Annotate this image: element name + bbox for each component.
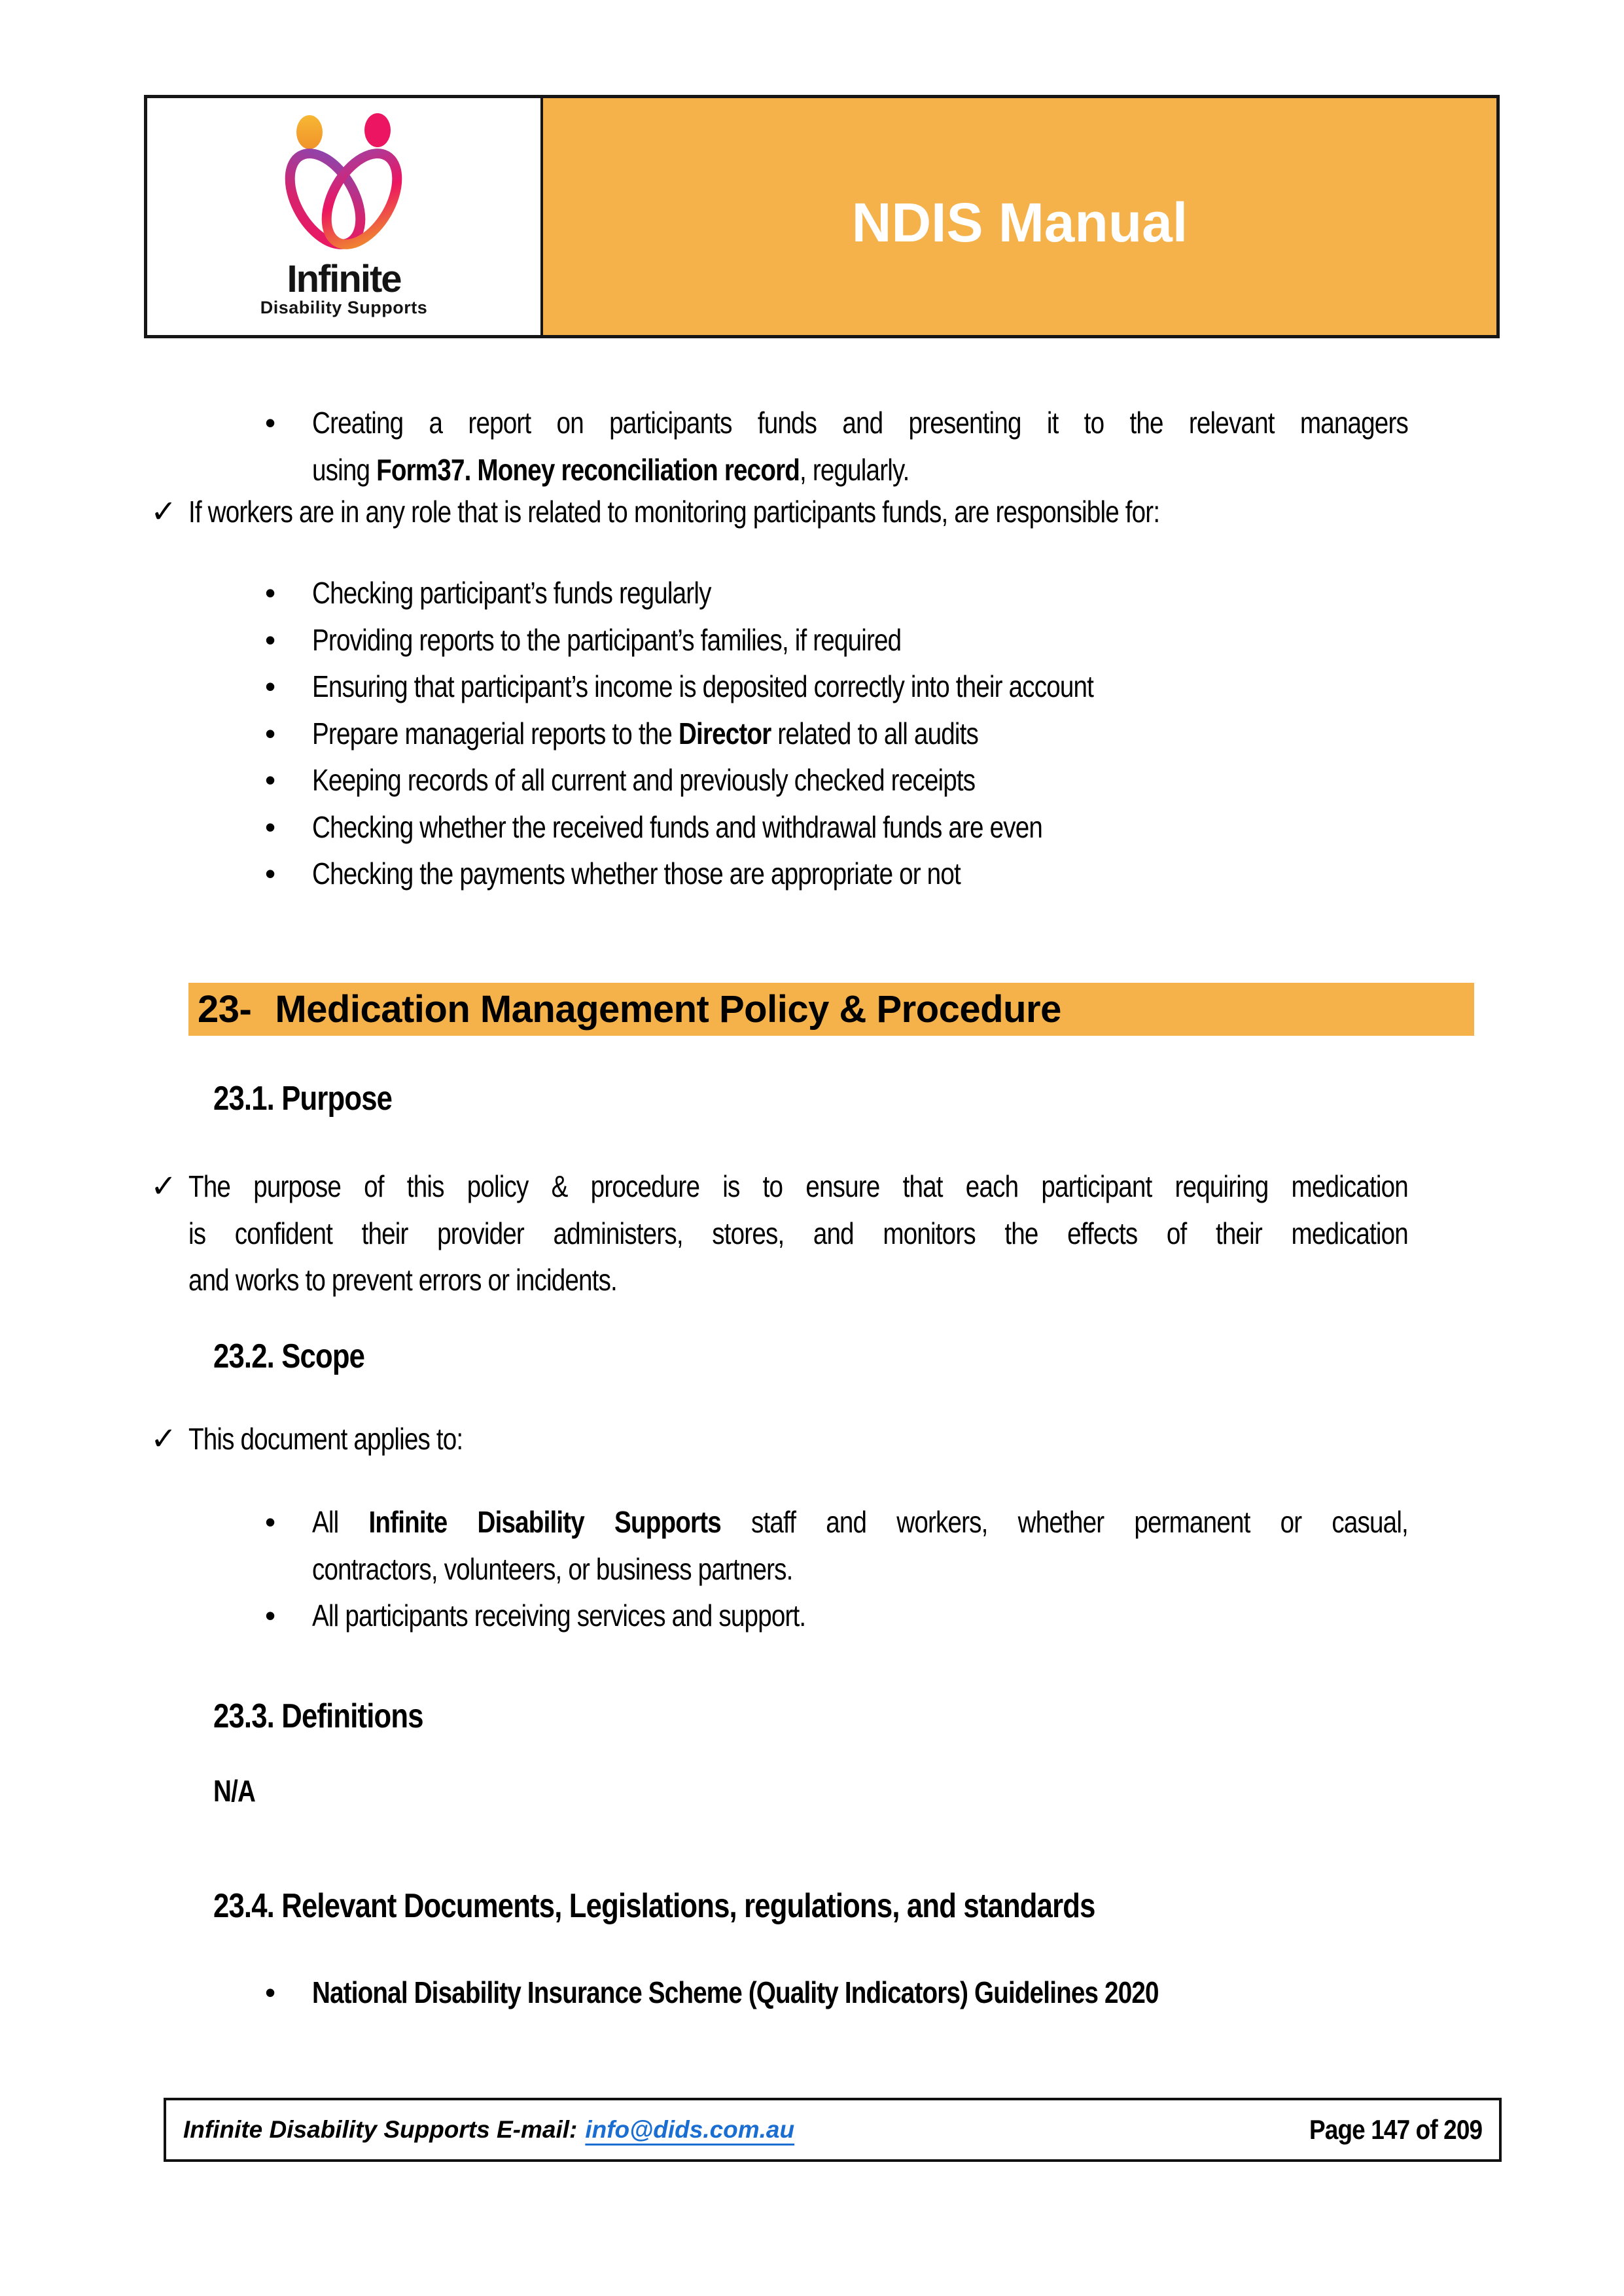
heading-scope: 23.2. Scope <box>213 1337 365 1375</box>
intro-bullet-text <box>312 400 1408 493</box>
bullet-icon: • <box>265 576 275 610</box>
list-item <box>265 1593 1617 1640</box>
check-item-scope-intro <box>150 1416 1624 1463</box>
list-item: • Checking whether the received funds and withdrawal funds are even <box>265 804 1243 851</box>
definitions-value: N/A <box>213 1774 256 1808</box>
header-table <box>144 95 1500 338</box>
scope-intro-text: This document applies to: <box>188 1422 463 1456</box>
heading-definitions: 23.3. Definitions <box>213 1697 423 1735</box>
intro-bullet-item <box>265 400 1617 493</box>
heading-purpose: 23.1. Purpose <box>213 1080 393 1118</box>
scope-list <box>265 1499 1617 1640</box>
check-icon: ✓ <box>150 1169 177 1204</box>
check-icon: ✓ <box>150 1422 177 1457</box>
list-item: • Keeping records of all current and previously checked receipts <box>265 757 1243 804</box>
bullet-icon: • <box>265 406 275 440</box>
intro-line-2: using Form37. Money reconciliation record, regularly. <box>312 452 909 487</box>
section-heading-bar <box>188 983 1474 1036</box>
header-banner <box>543 98 1496 335</box>
scope-bullet-1-line-2: contractors, volunteers, or business partners. <box>312 1551 793 1586</box>
logo-tagline-text: Disability Supports <box>260 298 428 317</box>
bullet-icon: • <box>265 669 275 703</box>
bullet-icon: • <box>265 1505 275 1539</box>
bullet-icon: • <box>265 716 275 751</box>
purpose-line-2: is confident their provider administers, stores, and monitors the effects of their medication <box>188 1216 1408 1250</box>
list-item: • Providing reports to the participant’s families, if required <box>265 617 1243 664</box>
purpose-text <box>188 1163 1408 1304</box>
page-footer <box>164 2098 1502 2162</box>
list-item <box>265 1499 1617 1593</box>
relevant-documents-bullet <box>265 1969 1320 2017</box>
scope-bullet-1-text <box>312 1499 1408 1593</box>
bullet-icon: • <box>265 1975 275 2009</box>
list-item: • Checking the payments whether those are appropriate or not <box>265 851 1243 898</box>
intro-line-1: Creating a report on participants funds and presenting it to the relevant managers <box>312 406 1408 440</box>
scope-bullet-1-line-1: All Infinite Disability Supports staff and workers, whether permanent or casual, <box>312 1505 1408 1539</box>
logo-brand-text: Infinite <box>287 258 401 300</box>
footer-label: Infinite Disability Supports E-mail: <box>183 2116 578 2143</box>
check-workers-text: If workers are in any role that is related to monitoring participants funds, are responsible for: <box>188 495 1160 529</box>
logo-cell <box>147 98 543 335</box>
right-person-head-icon <box>364 113 391 147</box>
scope-bullet-2-text: All participants receiving services and support. <box>312 1598 806 1633</box>
list-item: • Checking participant’s funds regularly <box>265 570 1243 617</box>
check-item-workers <box>150 489 1624 536</box>
section-number: 23- <box>198 988 252 1031</box>
bullet-icon: • <box>265 857 275 891</box>
email-link[interactable]: info@dids.com.au <box>585 2116 795 2143</box>
purpose-line-3: and works to prevent errors or incidents. <box>188 1263 617 1297</box>
check-icon: ✓ <box>150 495 177 529</box>
heading-relevant-documents: 23.4. Relevant Documents, Legislations, regulations, and standards <box>213 1887 1095 1925</box>
document-title: NDIS Manual <box>851 191 1188 253</box>
page-number: Page 147 of 209 <box>1309 2114 1482 2145</box>
bullet-icon: • <box>265 1598 275 1633</box>
left-person-head-icon <box>296 115 323 149</box>
section-title: Medication Management Policy & Procedure <box>275 988 1061 1031</box>
bullet-icon: • <box>265 809 275 844</box>
list-item: • Prepare managerial reports to the Director related to all audits <box>265 711 1243 758</box>
footer-contact <box>183 2116 794 2144</box>
list-item: • Ensuring that participant’s income is deposited correctly into their account <box>265 663 1243 711</box>
duties-list <box>265 570 1243 898</box>
infinite-logo <box>272 113 415 253</box>
relevant-documents-text: National Disability Insurance Scheme (Quality Indicators) Guidelines 2020 <box>312 1975 1159 2009</box>
purpose-paragraph <box>150 1163 1624 1304</box>
purpose-line-1: The purpose of this policy & procedure is to ensure that each participant requiring medication <box>188 1169 1408 1203</box>
bullet-icon: • <box>265 763 275 797</box>
bullet-icon: • <box>265 622 275 657</box>
